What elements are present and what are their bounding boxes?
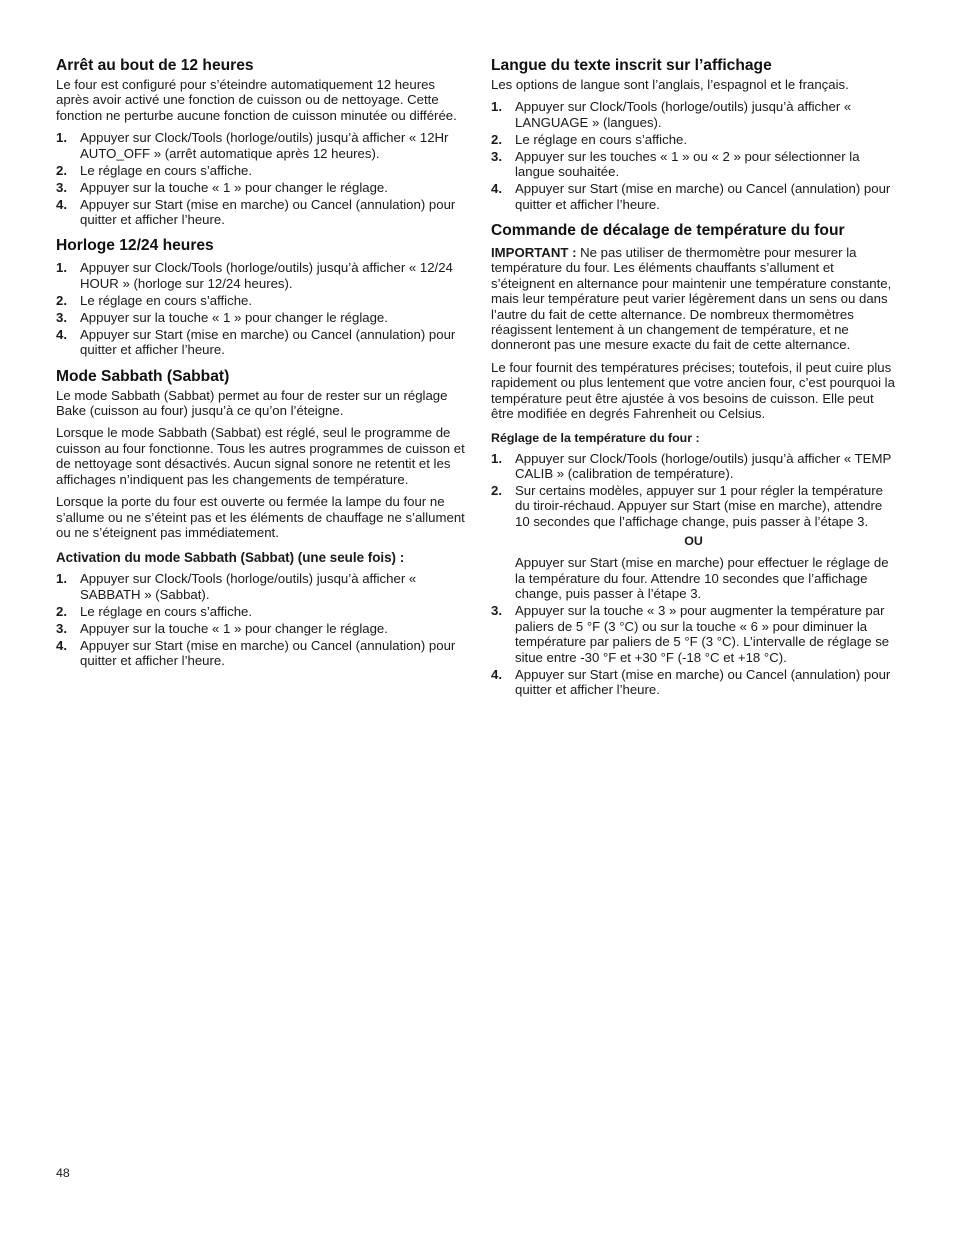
important-label: IMPORTANT : <box>491 245 577 261</box>
left-column <box>56 56 466 678</box>
section-language <box>491 56 896 212</box>
step-number: 2. <box>56 162 67 178</box>
steps-list <box>56 571 466 668</box>
step-text: Le réglage en cours s’affiche. <box>515 131 688 147</box>
paragraph: Le mode Sabbath (Sabbat) permet au four de rester sur un réglage Bake (cuisson au four) jusqu’à ce qu’on l’éteigne. <box>56 387 448 419</box>
section-title: Arrêt au bout de 12 heures <box>56 57 254 74</box>
step-number: 2. <box>491 131 502 147</box>
step-number: 4. <box>491 666 502 682</box>
step-number: 3. <box>56 309 67 325</box>
step-number: 1. <box>491 450 502 466</box>
section-title: Langue du texte inscrit sur l’affichage <box>491 57 772 74</box>
steps-list <box>56 130 466 227</box>
section-title: Horloge 12/24 heures <box>56 237 214 255</box>
step-text: Appuyer sur la touche « 1 » pour changer le réglage. <box>80 309 388 325</box>
step-item <box>491 99 896 130</box>
section-intro: Le four est configuré pour s’éteindre automatiquement 12 heures après avoir activé une fonction de cuisson ou de nettoyage. Cette fonction ne perturbe aucune fonction de cuisson minutée ou différée. <box>56 77 457 123</box>
paragraph: Lorsque le mode Sabbath (Sabbat) est réglé, seul le programme de cuisson au four fonctionne. Tous les autres programmes de cuisson et de nettoyage sont désactivés. Aucun signal sonore ne retentit et les affichages n’indiquent pas les changements de température. <box>56 425 465 487</box>
step-text: Le réglage en cours s’affiche. <box>80 292 253 308</box>
step-number: 4. <box>56 196 67 212</box>
step-text: Appuyer sur Start (mise en marche) ou Cancel (annulation) pour quitter et afficher l’heure. <box>80 326 456 358</box>
important-note <box>491 245 896 353</box>
step-item <box>56 638 466 669</box>
step-number: 3. <box>491 603 502 619</box>
step-item <box>491 483 896 529</box>
step-text: Appuyer sur Clock/Tools (horloge/outils) jusqu’à afficher « TEMP CALIB » (calibration de température). <box>515 450 892 481</box>
step-text: Appuyer sur Clock/Tools (horloge/outils) jusqu’à afficher « SABBATH » (Sabbat). <box>80 571 417 602</box>
step-text: Le réglage en cours s’affiche. <box>80 162 253 178</box>
step-number: 4. <box>56 637 67 653</box>
subsection-title: Réglage de la température du four : <box>491 430 700 445</box>
right-column <box>491 56 896 706</box>
steps-list <box>56 260 466 357</box>
step-number: 1. <box>56 571 67 587</box>
step-number: 3. <box>491 148 502 164</box>
section-auto-off <box>56 56 466 227</box>
page-number: 48 <box>56 1166 70 1180</box>
paragraph: Lorsque la porte du four est ouverte ou fermée la lampe du four ne s’allume ou ne s’éteint pas et les éléments de chauffage ne s’allument ou ne s’éteignent pas immédiatement. <box>56 494 465 540</box>
step-item <box>56 327 466 358</box>
step-number: 3. <box>56 179 67 195</box>
steps-list <box>491 451 896 530</box>
step-item <box>56 604 466 619</box>
step-text: Le réglage en cours s’affiche. <box>80 603 253 619</box>
step-text: Appuyer sur Start (mise en marche) ou Cancel (annulation) pour quitter et afficher l’heure. <box>80 196 456 228</box>
step-number: 1. <box>56 130 67 146</box>
step-item <box>56 180 466 195</box>
step-item <box>56 130 466 161</box>
step-item <box>56 310 466 325</box>
step-number: 1. <box>491 99 502 115</box>
important-text: Ne pas utiliser de thermomètre pour mesurer la température du four. Les éléments chauffants s’allument et s’éteignent en alternance pour maintenir une température constante, mais leur température peut varier légèrement dans un sens ou dans l’autre du fait de cette alternance. De nombreux thermomètres réagissent lentement à un changement de température, et ne donneront pas une mesure exacte du fait de cette alternance. <box>491 245 892 353</box>
section-clock-12-24 <box>56 236 466 357</box>
step-item <box>491 451 896 482</box>
step-number: 2. <box>491 482 502 498</box>
or-separator: OU <box>684 534 703 549</box>
step-text: Appuyer sur Clock/Tools (horloge/outils) jusqu’à afficher « 12/24 HOUR » (horloge sur 12/24 heures). <box>80 260 453 291</box>
step-item <box>491 667 896 698</box>
steps-list <box>491 603 896 697</box>
step-number: 4. <box>56 326 67 342</box>
step-text: Sur certains modèles, appuyer sur 1 pour régler la température du tiroir-réchaud. Appuyer sur Start (mise en marche), attendre 10 secondes que l’affichage change, puis passer à l’étape 3. <box>515 482 883 529</box>
step-item <box>491 181 896 212</box>
step-text: Appuyer sur Clock/Tools (horloge/outils) jusqu’à afficher « 12Hr AUTO_OFF » (arrêt automatique après 12 heures). <box>80 130 449 161</box>
step-number: 3. <box>56 620 67 636</box>
step-number: 4. <box>491 181 502 197</box>
section-intro: Les options de langue sont l’anglais, l’espagnol et le français. <box>491 77 849 92</box>
alternative-step: Appuyer sur Start (mise en marche) pour effectuer le réglage de la température du four. Attendre 10 secondes que l’affichage change, puis passer à l’étape 3. <box>515 555 889 601</box>
step-item <box>491 603 896 665</box>
step-item <box>491 149 896 180</box>
step-item <box>491 132 896 147</box>
step-number: 2. <box>56 603 67 619</box>
step-text: Appuyer sur la touche « 3 » pour augmenter la température par paliers de 5 °F (3 °C) ou sur la touche « 6 » pour diminuer la température par paliers de 5 °F (3 °C). L’intervalle de réglage se situe entre -30 °F et +30 °F (-18 °C et +18 °C). <box>515 603 890 665</box>
step-item <box>56 163 466 178</box>
step-item <box>56 197 466 228</box>
step-text: Appuyer sur Start (mise en marche) ou Cancel (annulation) pour quitter et afficher l’heure. <box>515 181 891 212</box>
step-number: 2. <box>56 292 67 308</box>
step-item <box>56 621 466 636</box>
step-number: 1. <box>56 260 67 276</box>
step-text: Appuyer sur Start (mise en marche) ou Cancel (annulation) pour quitter et afficher l’heure. <box>515 666 891 697</box>
subsection-title: Activation du mode Sabbath (Sabbat) (une seule fois) : <box>56 550 405 566</box>
step-text: Appuyer sur la touche « 1 » pour changer le réglage. <box>80 620 388 636</box>
step-item <box>56 293 466 308</box>
step-text: Appuyer sur les touches « 1 » ou « 2 » pour sélectionner la langue souhaitée. <box>515 148 860 180</box>
step-text: Appuyer sur Clock/Tools (horloge/outils) jusqu’à afficher « LANGUAGE » (langues). <box>515 99 852 130</box>
paragraph: Le four fournit des températures précises; toutefois, il peut cuire plus rapidement ou plus lentement que votre ancien four, c’est pourquoi la température peut être ajustée à vos besoins de cuisson. Elle peut être modifiée en degrés Fahrenheit ou Celsius. <box>491 359 895 422</box>
step-text: Appuyer sur Start (mise en marche) ou Cancel (annulation) pour quitter et afficher l’heure. <box>80 637 456 669</box>
steps-list <box>491 99 896 212</box>
section-temp-offset <box>491 221 896 697</box>
section-sabbath <box>56 367 466 669</box>
step-item <box>56 571 466 602</box>
section-title: Commande de décalage de température du four <box>491 222 845 240</box>
section-title: Mode Sabbath (Sabbat) <box>56 367 230 385</box>
step-text: Appuyer sur la touche « 1 » pour changer le réglage. <box>80 179 388 195</box>
step-item <box>56 260 466 291</box>
